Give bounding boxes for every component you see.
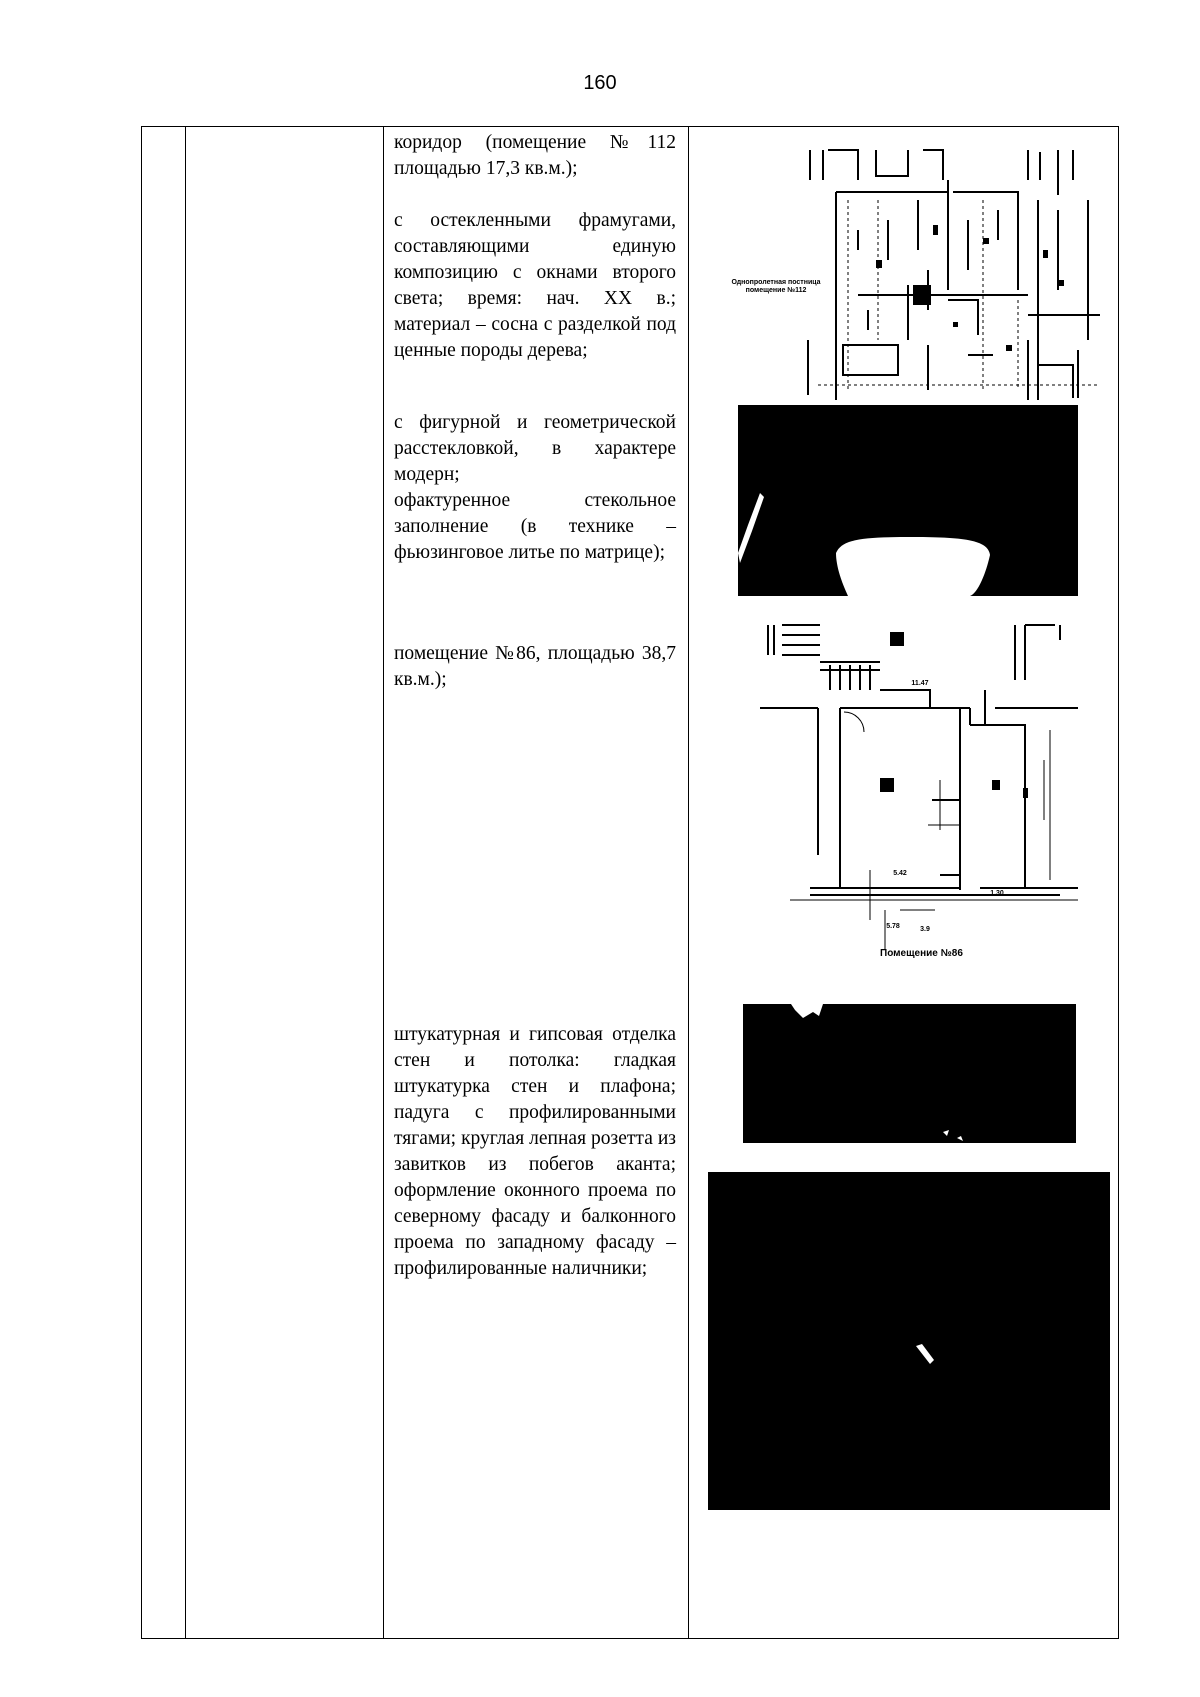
ceiling-photo-highlights: [743, 1004, 1076, 1143]
page-number: 160: [583, 72, 617, 94]
floor-plan-112-drawing: [728, 140, 1100, 402]
plan-86-dim-a: 11.47: [911, 680, 929, 687]
text-room86: помещение №86, площадью 38,7 кв.м.);: [394, 643, 676, 690]
transom-photo-highlights: [738, 405, 1078, 596]
column-divider-1: [185, 126, 186, 1639]
column-divider-3: [688, 126, 689, 1639]
text-transoms: с остекленными фрамугами, составляющими единую композицию с окнами второго света; время: нач. XX в.; материал – сосна с разделкой под ценные породы дерева;: [394, 210, 676, 361]
floor-plan-86-drawing: [760, 620, 1078, 960]
text-plaster: штукатурная и гипсовая отделка стен и потолка: гладкая штукатурка стен и плафона; падуга с профилированными тягами; круглая лепная розетта из завитков из побегов аканта; оформление оконного проема по северному фасаду и балконного проема по западному фасаду – профилированные наличники;: [394, 1024, 676, 1279]
plan-86-dim-b: 5.42: [893, 870, 907, 877]
plan-86-caption: Помещение №86: [880, 948, 963, 959]
plan-112-label: Однопролетная постница помещение №112: [731, 279, 821, 294]
photo-ceiling: [743, 1004, 1076, 1143]
column-divider-2: [383, 126, 384, 1639]
floor-plan-room-112: [728, 140, 1100, 402]
photo-transom-glazing: [738, 405, 1078, 596]
photo-window-frame: [708, 1172, 1110, 1510]
floor-plan-room-86: [760, 620, 1078, 960]
plan-86-dim-c: 1.30: [990, 890, 1004, 897]
text-corridor: коридор (помещение №112 площадью 17,3 кв.м.);: [394, 132, 676, 179]
plan-86-dim-d: 5.78: [886, 923, 900, 930]
text-glazing: с фигурной и геометрической расстекловкой, в характере модерн; офактуренное стекольное заполнение (в технике – фьюзинговое литье по матрице);: [394, 412, 676, 563]
window-photo-highlights: [708, 1172, 1110, 1510]
plan-86-dim-e: 3.9: [920, 926, 930, 933]
